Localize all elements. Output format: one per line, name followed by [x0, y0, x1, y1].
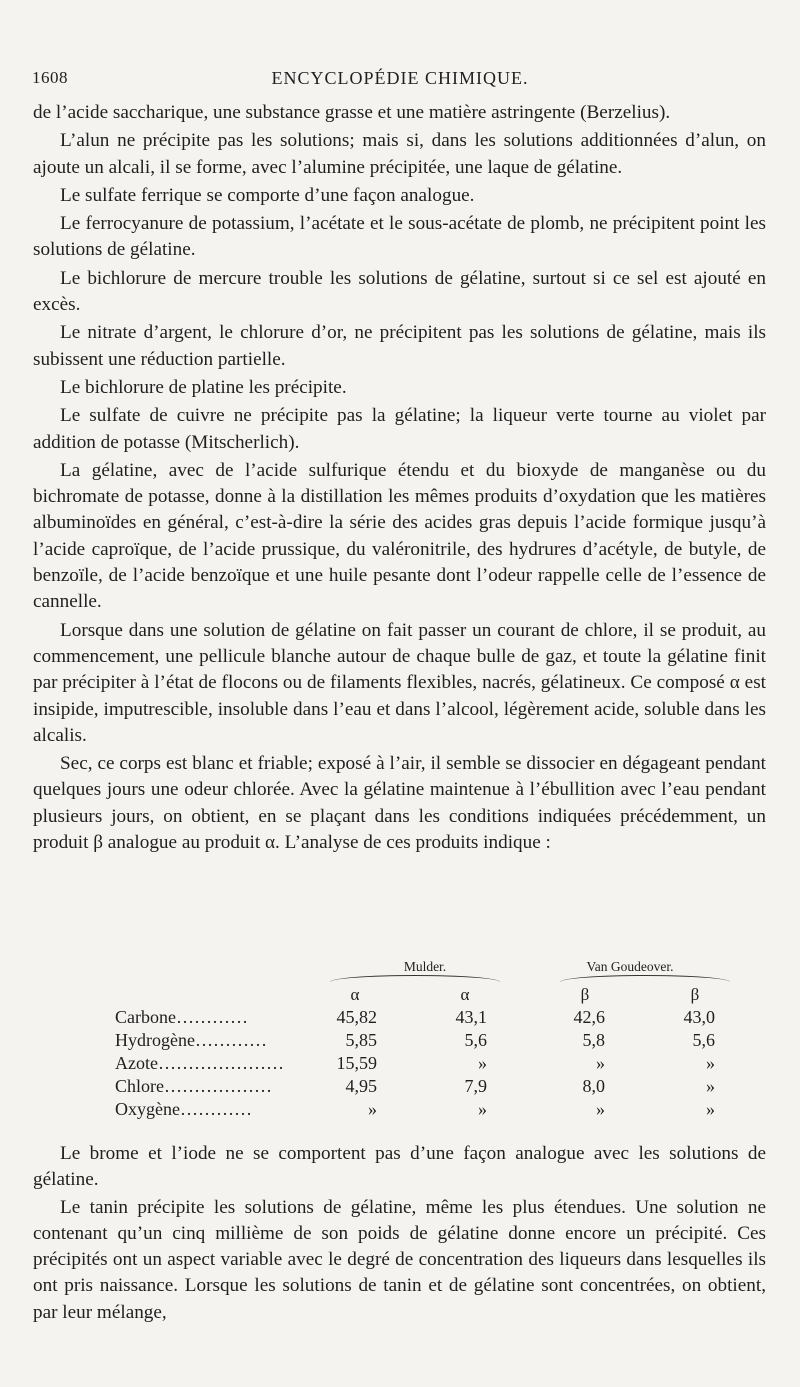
analysis-table [115, 959, 735, 1119]
paragraph: L’alun ne précipite pas les solutions; mais si, dans les solutions additionnées d’alun, on ajoute un alcali, il se forme, avec l’alumine précipitée, une laque de gélatine. [33, 130, 766, 178]
body-text [33, 100, 766, 858]
table-cell: 7,9 [464, 1076, 487, 1096]
paragraph: Lorsque dans une solution de gélatine on fait passer un courant de chlore, il se produit, au commencement, une pellicule blanche autour de chaque bulle de gaz, et toute la gélatine finit par précipiter à l’état de flocons ou de filaments flexibles, nacrés, gélatineux. Ce composé α est insipide, imputrescible, insoluble dans l’eau et dans l’alcool, légèrement acide, soluble dans les alcalis. [33, 619, 766, 746]
table-cell: 15,59 [336, 1053, 377, 1073]
table-cell: » [478, 1053, 487, 1073]
column-header: α [460, 985, 470, 1004]
table-cell: » [596, 1053, 605, 1073]
paragraph: Le bichlorure de mercure trouble les solutions de gélatine, surtout si ce sel est ajouté en excès. [33, 267, 766, 316]
column-header: α [350, 985, 360, 1004]
table-cell: 4,95 [345, 1076, 377, 1096]
table-cell: » [706, 1076, 715, 1096]
body-text-continued [33, 1141, 766, 1327]
table-cell: 45,82 [336, 1007, 377, 1027]
paragraph: La gélatine, avec de l’acide sulfurique étendu et du bioxyde de manganèse ou du bichromate de potasse, donne à la distillation les mêmes produits d’oxydation que les matières albuminoïdes en général, c’est-à-dire la série des acides gras depuis l’acide formique jusqu’à l’acide caproïque, de l’acide prussique, du valéronitrile, des hydrures d’acétyle, de butyle, de benzoïle, de l’acide benzoïque et une huile pesante dont l’odeur rappelle celle de l’essence de cannelle. [33, 459, 766, 613]
row-label: Hydrogène………… [115, 1030, 267, 1050]
table-cell: » [368, 1099, 377, 1119]
table-cell: » [706, 1099, 715, 1119]
row-label: Azote………………… [115, 1053, 284, 1073]
table-cell: 5,6 [692, 1030, 715, 1050]
table-row [115, 1076, 735, 1098]
table-cell: 5,8 [582, 1030, 605, 1050]
table-cell: » [706, 1053, 715, 1073]
table-cell: 8,0 [582, 1076, 605, 1096]
paragraph: Le nitrate d’argent, le chlorure d’or, ne précipitent pas les solutions de gélatine, mais ils subissent une réduction partielle. [33, 322, 766, 370]
table-cell: 43,1 [455, 1007, 487, 1027]
page-number: 1608 [32, 68, 68, 87]
table-cell: 5,85 [345, 1030, 377, 1050]
table-cell: » [596, 1099, 605, 1119]
table-row [115, 1030, 735, 1052]
paragraph: Sec, ce corps est blanc et friable; exposé à l’air, il semble se dissocier en dégageant pendant quelques jours une odeur chlorée. Avec la gélatine maintenue à l’ébullition avec l’eau pendant plusieurs jours, on obtient, en se plaçant dans les conditions indiquées précédemment, un produit β analogue au produit α. L’analyse de ces produits indique : [33, 753, 766, 854]
row-label: Chlore……………… [115, 1076, 272, 1096]
page-header [32, 68, 768, 94]
paragraph: Le sulfate de cuivre ne précipite pas la gélatine; la liqueur verte tourne au violet par addition de potasse (Mitscherlich). [33, 405, 766, 453]
paragraph: Le ferrocyanure de potassium, l’acétate et le sous-acétate de plomb, ne précipitent point les solutions de gélatine. [33, 213, 766, 261]
paragraph: Le brome et l’iode ne se comportent pas d’une façon analogue avec les solutions de gélatine. [33, 1143, 766, 1191]
row-label: Carbone………… [115, 1007, 248, 1027]
group-brace [330, 975, 500, 982]
table-cell: 43,0 [683, 1007, 715, 1027]
table-row [115, 1053, 735, 1075]
row-label: Oxygène………… [115, 1099, 252, 1119]
paragraph: Le sulfate ferrique se comporte d’une façon analogue. [60, 184, 475, 206]
paragraph: de l’acide saccharique, une substance grasse et une matière astringente (Berzelius). [33, 102, 671, 123]
column-header: β [690, 985, 700, 1004]
table-cell: 42,6 [573, 1007, 605, 1027]
paragraph: Le tanin précipite les solutions de gélatine, même les plus étendues. Une solution ne contenant qu’un cinq millième de son poids de gélatine donne encore un précipité. Ces précipités ont un aspect variable avec le degré de concentration des liqueurs dans lesquelles ils ont pris naissance. Lorsque les solutions de tanin et de gélatine sont concentrées, on obtient, par leur mélange, [33, 1196, 766, 1323]
group-header-van-goudeover: Van Goudeover. [586, 959, 674, 974]
group-header-mulder: Mulder. [403, 959, 447, 974]
running-title: ENCYCLOPÉDIE CHIMIQUE. [271, 68, 529, 88]
group-brace [560, 975, 730, 982]
table-cell: 5,6 [464, 1030, 487, 1050]
table-cell: » [478, 1099, 487, 1119]
paragraph: Le bichlorure de platine les précipite. [60, 376, 347, 398]
table-row [115, 1007, 735, 1029]
column-header: β [580, 985, 590, 1004]
table-row [115, 1099, 735, 1121]
